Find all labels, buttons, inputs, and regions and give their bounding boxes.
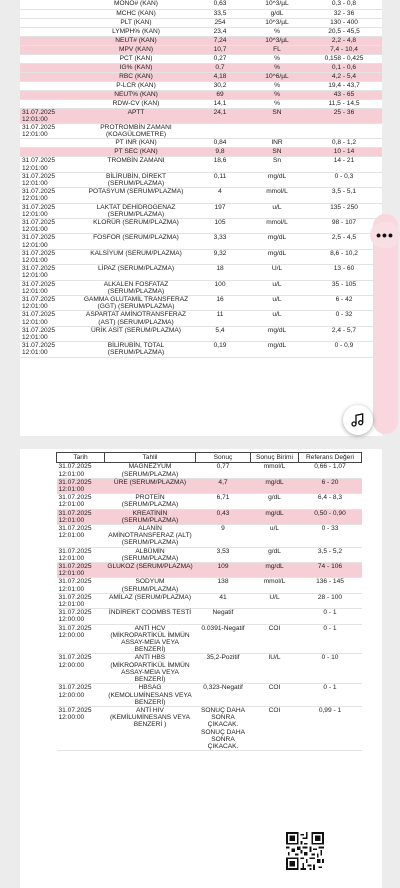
reference-cell: 0,99 - 1 [299,706,362,750]
result-cell: 24,1 [192,108,248,123]
date-cell: 31.07.2025 12:01:00 [57,463,105,478]
unit-cell: 10^3/µL [248,36,306,45]
result-cell: 7,24 [192,36,248,45]
reference-cell: 98 - 107 [306,218,382,233]
table-row [20,139,382,148]
test-name-cell: PROTEİN (SERUM/PLAZMA) [105,494,196,509]
unit-cell: SN [248,148,306,157]
audio-button[interactable] [343,405,373,435]
result-cell: 0,43 [196,509,251,524]
reference-cell: 2,5 - 4,5 [306,234,382,249]
result-cell: 254 [192,18,248,27]
unit-cell: mmol/L [251,578,299,593]
unit-cell: 10^3/µL [248,18,306,27]
unit-cell: mmol/L [251,463,299,478]
date-cell: 31.07.2025 12:00:00 [57,654,105,684]
result-cell: 35,2-Pozitif [196,654,251,684]
table-row [20,123,382,138]
result-cell: 69 [192,90,248,99]
table-row [20,72,382,81]
test-name-cell: RBC (KAN) [80,72,192,81]
reference-cell: 4,2 - 5,4 [306,72,382,81]
result-cell: 0,7 [192,63,248,72]
test-name-cell: NEUT# (KAN) [80,36,192,45]
result-cell: 197 [192,203,248,218]
test-name-cell: P-LCR (KAN) [80,81,192,90]
table-row [20,280,382,295]
test-name-cell: KLORÜR (SERUM/PLAZMA) [80,218,192,233]
reference-cell: 0 - 33 [299,525,362,548]
qr-code-icon [286,832,324,870]
table-row [20,265,382,280]
result-cell: 0,84 [192,139,248,148]
reference-cell: 7,4 - 10,4 [306,45,382,54]
result-cell: 0.0391-Negatif [196,624,251,654]
date-cell [20,90,80,99]
unit-cell: U/L [248,265,306,280]
result-cell: 30,2 [192,81,248,90]
date-cell: 31.07.2025 12:00:00 [57,609,105,624]
unit-cell: u/L [248,311,306,326]
table-row [57,478,362,493]
date-cell [20,54,80,63]
table-row [57,593,362,608]
date-cell: 31.07.2025 12:01:00 [20,172,80,187]
result-cell: 9 [196,525,251,548]
date-cell [20,0,80,9]
reference-cell: 0,158 - 0,425 [306,54,382,63]
result-cell: 4 [192,188,248,203]
test-name-cell: ALKALEN FOSFATAZ (SERUM/PLAZMA) [80,280,192,295]
result-cell: SONUÇ DAHA SONRA ÇIKACAK. SONUÇ DAHA SONRA ÇIKACAK. [196,706,251,750]
date-cell [20,45,80,54]
test-name-cell: GAMMA GLUTAMİL TRANSFERAZ (GGT) (SERUM/PLAZMA) [80,295,192,310]
reference-cell: 0 - 1 [299,684,362,707]
table-header-row [57,453,362,463]
table-row [20,188,382,203]
unit-cell: SN [248,108,306,123]
reference-cell: 0,8 - 1,2 [306,139,382,148]
reference-cell: 135 - 250 [306,203,382,218]
date-cell [20,36,80,45]
reference-cell: 0,66 - 1,07 [299,463,362,478]
unit-cell: INR [248,139,306,148]
reference-cell: 32 - 36 [306,9,382,18]
reference-cell: 2,4 - 5,7 [306,326,382,341]
reference-cell: 28 - 100 [299,593,362,608]
table-row [57,578,362,593]
date-cell [20,148,80,157]
reference-cell: 0 - 10 [299,654,362,684]
date-cell: 31.07.2025 12:01:00 [57,593,105,608]
table-row [57,547,362,562]
table-row [20,54,382,63]
test-name-cell: ALANİN AMİNOTRANSFERAZ (ALT) (SERUM/PLAZMA) [105,525,196,548]
date-cell: 31.07.2025 12:01:00 [20,311,80,326]
date-cell [20,81,80,90]
unit-cell: % [248,54,306,63]
table-row [20,295,382,310]
table-row [57,609,362,624]
header-reference: Referans Değeri [299,453,362,463]
date-cell: 31.07.2025 12:01:00 [57,547,105,562]
result-cell: 18 [192,265,248,280]
date-cell [20,63,80,72]
table-row [20,18,382,27]
date-cell: 31.07.2025 12:01:00 [20,234,80,249]
test-name-cell: IG% (KAN) [80,63,192,72]
reference-cell: 19,4 - 43,7 [306,81,382,90]
date-cell: 31.07.2025 12:01:00 [20,295,80,310]
result-cell: 14,1 [192,99,248,108]
lab-results-body-top [20,0,382,357]
date-cell: 31.07.2025 12:01:00 [57,478,105,493]
result-cell: 6,71 [196,494,251,509]
date-cell: 31.07.2025 12:00:00 [57,706,105,750]
reference-cell: 74 - 106 [299,563,362,578]
date-cell: 31.07.2025 12:01:00 [20,108,80,123]
test-name-cell: SODYUM (SERUM/PLAZMA) [105,578,196,593]
test-name-cell: ASPARTAT AMİNOTRANSFERAZ (AST) (SERUM/PLAZMA) [80,311,192,326]
unit-cell [251,609,299,624]
unit-cell: mg/dL [251,509,299,524]
reference-cell: 2,2 - 4,8 [306,36,382,45]
table-row [20,148,382,157]
unit-cell: mg/dL [248,326,306,341]
reference-cell: 6,4 - 8,3 [299,494,362,509]
table-row [57,563,362,578]
result-cell: 100 [192,280,248,295]
test-name-cell: KREATİNİN (SERUM/PLAZMA) [105,509,196,524]
result-cell: 4,18 [192,72,248,81]
unit-cell: u/L [248,203,306,218]
test-name-cell: FOSFOR (SERUM/PLAZMA) [80,234,192,249]
test-name-cell: POTASYUM (SERUM/PLAZMA) [80,188,192,203]
table-row [20,0,382,9]
reference-cell: 0,50 - 0,90 [299,509,362,524]
unit-cell: g/dL [248,9,306,18]
test-name-cell: İNDİREKT COOMBS TESTİ [105,609,196,624]
report-page-bottom [20,449,382,888]
reference-cell: 25 - 36 [306,108,382,123]
date-cell: 31.07.2025 12:01:00 [20,249,80,264]
reference-cell: 3,5 - 5,2 [299,547,362,562]
unit-cell: mg/dL [248,234,306,249]
result-cell: 33,5 [192,9,248,18]
result-cell: 109 [196,563,251,578]
result-cell: 0,19 [192,342,248,357]
reference-cell: 0 - 0,9 [306,342,382,357]
unit-cell: mg/dL [251,478,299,493]
unit-cell: u/L [248,280,306,295]
unit-cell: IU/L [251,654,299,684]
reference-cell: 13 - 60 [306,265,382,280]
date-cell: 31.07.2025 12:01:00 [20,280,80,295]
reference-cell: 14 - 21 [306,157,382,172]
reference-cell: 11,5 - 14,5 [306,99,382,108]
unit-cell: % [248,90,306,99]
test-name-cell: ANTİ HCV (MİKROPARTİKÜL İMMÜN ASSAY-MEIA VEYA BENZERİ) [105,624,196,654]
date-cell: 31.07.2025 12:01:00 [20,203,80,218]
lab-results-table-top [20,0,382,358]
result-cell: 0,323-Negatif [196,684,251,707]
date-cell: 31.07.2025 12:01:00 [57,509,105,524]
result-cell: 105 [192,218,248,233]
header-unit: Sonuç Birimi [251,453,299,463]
table-row [57,624,362,654]
result-cell: 138 [196,578,251,593]
test-name-cell: ANTİ HIV (KEMİLUMİNESANS VEYA BENZERİ ) [105,706,196,750]
date-cell [20,99,80,108]
result-cell: 9,8 [192,148,248,157]
test-name-cell: AMİLAZ (SERUM/PLAZMA) [105,593,196,608]
reference-cell: 43 - 65 [306,90,382,99]
unit-cell [248,123,306,138]
table-row [20,172,382,187]
table-row [57,494,362,509]
test-name-cell: ÜRE (SERUM/PLAZMA) [105,478,196,493]
unit-cell: mg/dL [248,249,306,264]
reference-cell: 6 - 42 [306,295,382,310]
result-cell: 41 [196,593,251,608]
unit-cell: COI [251,684,299,707]
unit-cell: FL [248,45,306,54]
unit-cell: % [248,27,306,36]
reference-cell: 0 - 32 [306,311,382,326]
date-cell [20,18,80,27]
test-name-cell: ALBÜMİN (SERUM/PLAZMA) [105,547,196,562]
date-cell [20,72,80,81]
reference-cell: 3,5 - 5,1 [306,188,382,203]
date-cell: 31.07.2025 12:00:00 [57,684,105,707]
date-cell: 31.07.2025 12:01:00 [20,188,80,203]
result-cell: 10,7 [192,45,248,54]
table-row [20,63,382,72]
table-row [57,706,362,750]
table-row [20,27,382,36]
table-row [20,203,382,218]
table-row [20,342,382,357]
result-cell: Negatif [196,609,251,624]
header-date: Tarih [57,453,105,463]
test-name-cell: LAKTAT DEHİDROGENAZ (SERUM/PLAZMA) [80,203,192,218]
test-name-cell: TROMBİN ZAMANI [80,157,192,172]
test-name-cell: HBSAG (KEMOLUMİNESANS VEYA BENZERİ) [105,684,196,707]
test-name-cell: PLT (KAN) [80,18,192,27]
reference-cell: 6 - 20 [299,478,362,493]
result-cell: 11 [192,311,248,326]
date-cell: 31.07.2025 12:01:00 [20,265,80,280]
result-cell: 0,11 [192,172,248,187]
table-row [20,99,382,108]
reference-cell: 8,6 - 10,2 [306,249,382,264]
test-name-cell: APTT [80,108,192,123]
date-cell: 31.07.2025 12:01:00 [20,342,80,357]
table-row [20,9,382,18]
unit-cell: 10^3/µL [248,0,306,9]
reference-cell: 10 - 14 [306,148,382,157]
test-name-cell: ÜRİK ASİT (SERUM/PLAZMA) [80,326,192,341]
unit-cell: COI [251,706,299,750]
table-row [20,108,382,123]
reference-cell [306,123,382,138]
table-row [20,36,382,45]
result-cell: 0,63 [192,0,248,9]
table-row [20,234,382,249]
reference-cell: 136 - 145 [299,578,362,593]
lab-results-table-bottom [56,452,362,751]
reference-cell: 0,3 - 0,8 [306,0,382,9]
test-name-cell: PCT (KAN) [80,54,192,63]
date-cell [20,139,80,148]
test-name-cell: MCHC (KAN) [80,9,192,18]
date-cell: 31.07.2025 12:01:00 [57,525,105,548]
date-cell: 31.07.2025 12:01:00 [57,563,105,578]
table-row [20,157,382,172]
test-name-cell: RDW-CV (KAN) [80,99,192,108]
unit-cell: g/dL [251,547,299,562]
test-name-cell: LYMPH% (KAN) [80,27,192,36]
unit-cell: U/L [251,593,299,608]
test-name-cell: PROTROMBİN ZAMANI (KOAGÜLOMETRE) [80,123,192,138]
result-cell: 16 [192,295,248,310]
reference-cell: 0 - 1 [299,609,362,624]
test-name-cell: BİLİRUBİN, TOTAL (SERUM/PLAZMA) [80,342,192,357]
table-row [20,81,382,90]
test-name-cell: MONO# (KAN) [80,0,192,9]
reference-cell: 35 - 105 [306,280,382,295]
result-cell: 23,4 [192,27,248,36]
unit-cell: Sn [248,157,306,172]
date-cell: 31.07.2025 12:01:00 [20,218,80,233]
unit-cell: g/dL [251,494,299,509]
test-name-cell: KALSİYUM (SERUM/PLAZMA) [80,249,192,264]
unit-cell: mmol/L [248,218,306,233]
header-test: Tahlil [105,453,196,463]
reference-cell: 130 - 400 [306,18,382,27]
result-cell: 0,27 [192,54,248,63]
table-row [20,90,382,99]
table-row [20,311,382,326]
table-row [57,654,362,684]
unit-cell: COI [251,624,299,654]
reference-cell: 0 - 1 [299,624,362,654]
unit-cell: % [248,81,306,90]
table-row [57,525,362,548]
test-name-cell: PT SEC (KAN) [80,148,192,157]
test-name-cell: MPV (KAN) [80,45,192,54]
unit-cell: % [248,63,306,72]
test-name-cell: NEUT% (KAN) [80,90,192,99]
date-cell: 31.07.2025 12:01:00 [57,578,105,593]
result-cell: 5,4 [192,326,248,341]
reference-cell: 20,5 - 45,5 [306,27,382,36]
test-name-cell: GLUKOZ (SERUM/PLAZMA) [105,563,196,578]
lab-results-body-bottom [57,463,362,751]
reference-cell: 0,1 - 0,6 [306,63,382,72]
test-name-cell: PT INR (KAN) [80,139,192,148]
date-cell: 31.07.2025 12:01:00 [20,157,80,172]
result-cell: 18,6 [192,157,248,172]
result-cell: 3,53 [196,547,251,562]
date-cell: 31.07.2025 12:00:00 [57,624,105,654]
table-row [20,45,382,54]
more-options-button[interactable] [370,222,400,248]
test-name-cell: MAGNEZYUM (SERUM/PLAZMA) [105,463,196,478]
result-cell: 3,33 [192,234,248,249]
table-row [20,326,382,341]
unit-cell: u/L [248,295,306,310]
unit-cell: 10^6/µL [248,72,306,81]
music-note-icon [350,412,366,428]
table-row [57,463,362,478]
date-cell: 31.07.2025 12:01:00 [57,494,105,509]
test-name-cell: BİLİRUBİN, DİREKT (SERUM/PLAZMA) [80,172,192,187]
table-row [57,684,362,707]
unit-cell: mg/dL [248,172,306,187]
unit-cell: mg/dL [248,342,306,357]
date-cell: 31.07.2025 12:01:00 [20,123,80,138]
unit-cell: u/L [251,525,299,548]
unit-cell: mmol/L [248,188,306,203]
table-row [20,218,382,233]
date-cell [20,27,80,36]
date-cell [20,9,80,18]
result-cell: 0,77 [196,463,251,478]
unit-cell: % [248,99,306,108]
test-name-cell: ANTİ HBS (MİKROPARTİKÜL İMMÜN ASSAY-MEIA VEYA BENZERİ) [105,654,196,684]
header-result: Sonuç [196,453,251,463]
date-cell: 31.07.2025 12:01:00 [20,326,80,341]
report-page-top [20,0,382,436]
reference-cell: 0 - 0,3 [306,172,382,187]
result-cell [192,123,248,138]
table-row [57,509,362,524]
result-cell: 9,32 [192,249,248,264]
table-row [20,249,382,264]
result-cell: 4,7 [196,478,251,493]
test-name-cell: LİPAZ (SERUM/PLAZMA) [80,265,192,280]
unit-cell: mg/dL [251,563,299,578]
more-horizontal-icon: ••• [376,227,394,243]
